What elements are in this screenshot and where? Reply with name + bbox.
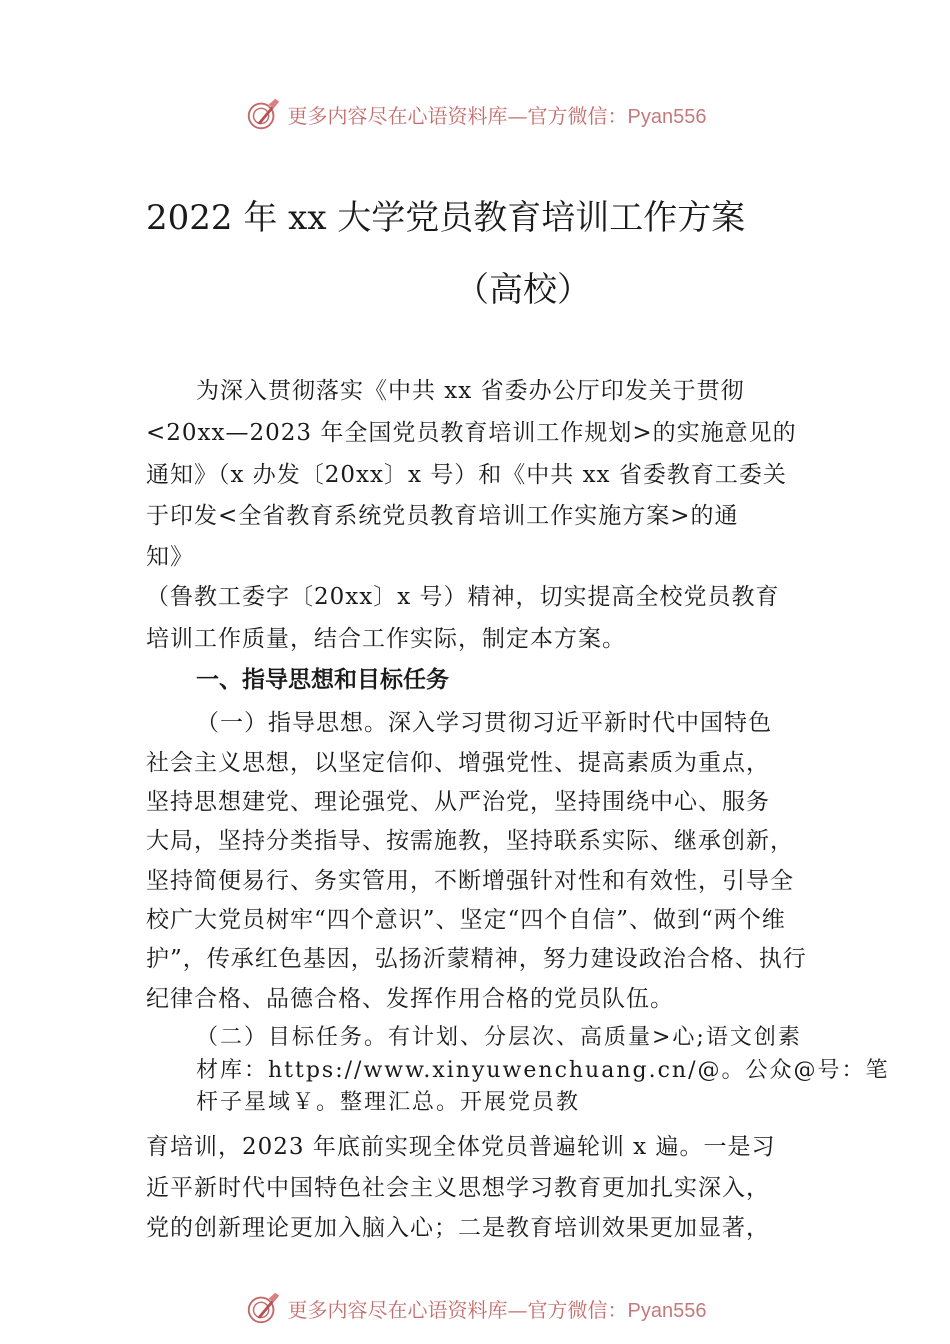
inserted-text-line: （二）目标任务。有计划、分层次、高质量>心;语文创素 bbox=[196, 1025, 802, 1050]
paragraph-line: <20xx—2023 年全国党员教育培训工作规划>的实施意见的 bbox=[146, 420, 797, 446]
paragraph-line: 社会主义思想，以坚定信仰、增强党性、提高素质为重点， bbox=[146, 750, 770, 776]
paragraph-line: 为深入贯彻落实《中共 xx 省委办公厅印发关于贯彻 bbox=[196, 378, 745, 404]
paragraph-line: 近平新时代中国特色社会主义思想学习教育更加扎实深入， bbox=[146, 1175, 770, 1201]
wechat-id: Pyan556 bbox=[627, 1299, 707, 1322]
paragraph-line: 党的创新理论更加入脑入心；二是教育培训效果更加显著， bbox=[146, 1215, 770, 1241]
header-banner bbox=[0, 94, 950, 134]
footer-banner bbox=[0, 1288, 950, 1328]
paragraph-line: 校广大党员树牢“四个意识”、坚定“四个自信”、做到“两个维 bbox=[146, 907, 786, 933]
paragraph-line: 坚持简便易行、务实管用，不断增强针对性和有效性，引导全 bbox=[146, 868, 794, 894]
paragraph-line: 大局，坚持分类指导、按需施教，坚持联系实际、继承创新， bbox=[146, 828, 794, 854]
paragraph-line: 纪律合格、品德合格、发挥作用合格的党员队伍。 bbox=[146, 986, 674, 1012]
paragraph-line: 知》 bbox=[146, 544, 194, 570]
quill-pen-logo-icon bbox=[244, 95, 282, 133]
quill-pen-logo-icon bbox=[244, 1289, 282, 1327]
banner-text: 更多内容尽在心语资料库—官方微信：Pyan556 bbox=[287, 1297, 707, 1322]
paragraph-line: （鲁教工委字〔20xx〕x 号）精神，切实提高全校党员教育 bbox=[146, 584, 780, 610]
paragraph-line: 坚持思想建党、理论强党、从严治党，坚持围绕中心、服务 bbox=[146, 789, 770, 815]
paragraph-line: 通知》（x 办发〔20xx〕x 号）和《中共 xx 省委教育工委关 bbox=[146, 462, 787, 488]
document-title: 2022 年 xx 大学党员教育培训工作方案 bbox=[146, 198, 746, 238]
paragraph-line: 育培训，2023 年底前实现全体党员普遍轮训 x 遍。一是习 bbox=[146, 1134, 776, 1160]
paragraph-line: 培训工作质量，结合工作实际，制定本方案。 bbox=[146, 626, 626, 652]
paragraph-line: 于印发<全省教育系统党员教育培训工作实施方案>的通 bbox=[146, 503, 739, 529]
inserted-text-line: 材库：https://www.xinyuwenchuang.cn/@。公众@号：笔 bbox=[196, 1058, 890, 1083]
paragraph-line: 护”，传承红色基因，弘扬沂蒙精神，努力建设政治合格、执行 bbox=[146, 946, 807, 972]
wechat-id: Pyan556 bbox=[627, 105, 707, 128]
inserted-text-line: 杆子星域￥。整理汇总。开展党员教 bbox=[196, 1090, 581, 1115]
banner-text: 更多内容尽在心语资料库—官方微信：Pyan556 bbox=[287, 103, 707, 128]
paragraph-line: （一）指导思想。深入学习贯彻习近平新时代中国特色 bbox=[196, 710, 772, 736]
section-heading: 一、指导思想和目标任务 bbox=[196, 667, 449, 693]
document-subtitle: （高校） bbox=[455, 270, 591, 310]
